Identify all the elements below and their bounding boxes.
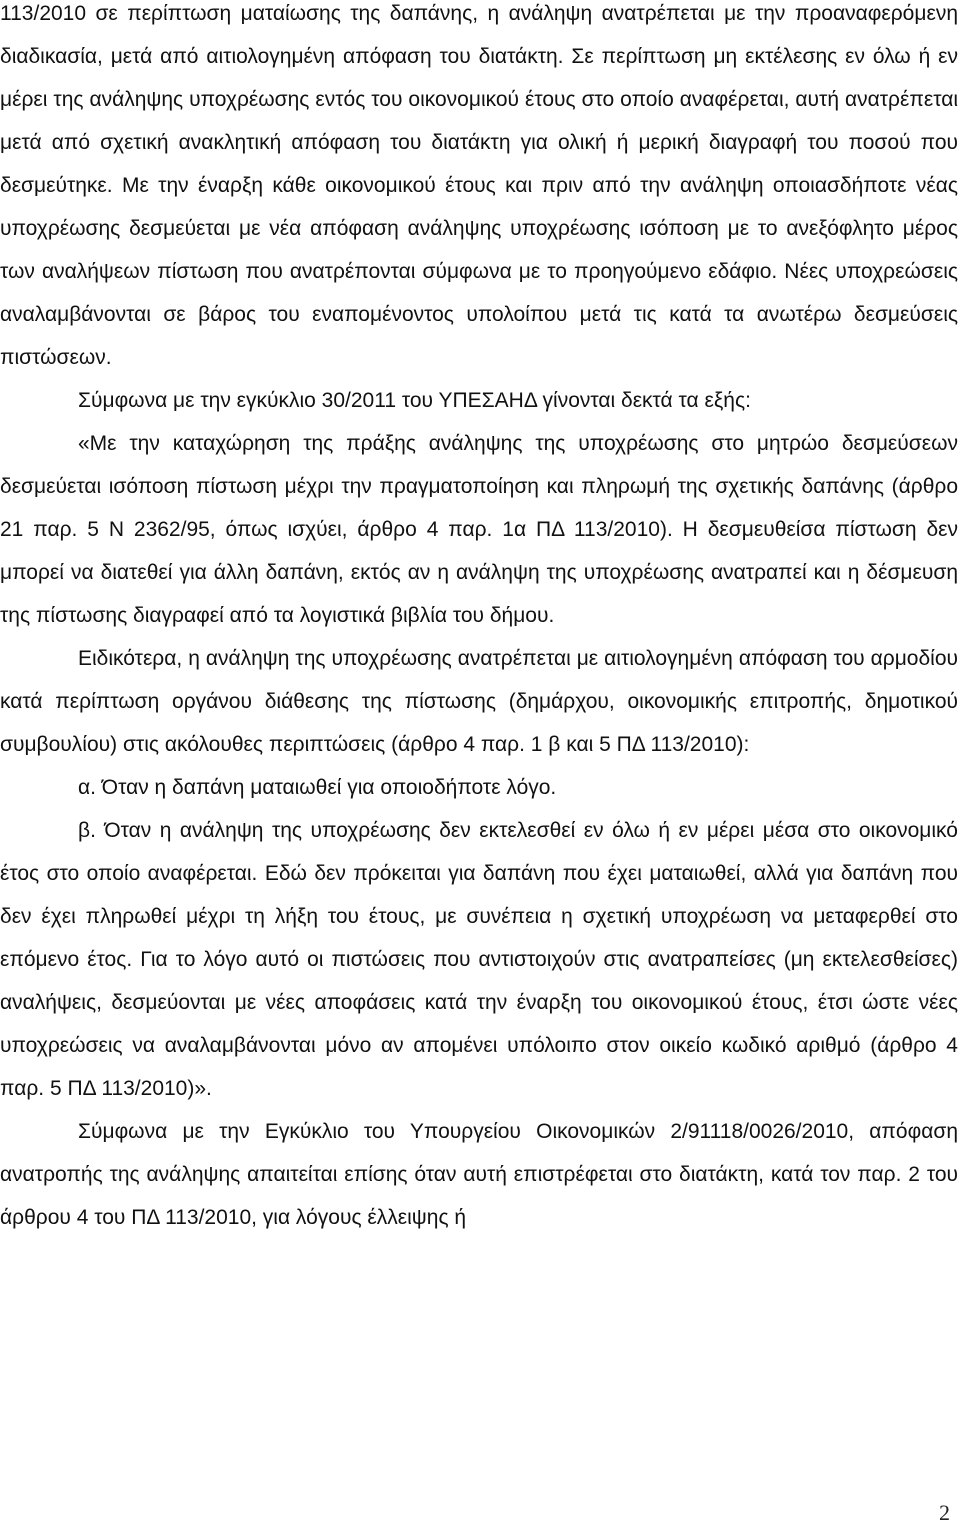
list-item-b: β. Όταν η ανάληψη της υποχρέωσης δεν εκτελεσθεί εν όλω ή εν μέρει μέσα στο οικονομικό έτος στο οποίο αναφέρεται. Εδώ δεν πρόκειται για δαπάνη που έχει ματαιωθεί, αλλά για δαπάνη που δεν έχει πληρωθεί μέχρι τη λήξη του έτους, με συνέπεια η σχετική υποχρέωση να μεταφερθεί στο επόμενο έτος. Για το λόγο αυτό οι πιστώσεις που αντιστοιχούν στις ανατραπείσες (μη εκτελεσθείσες) αναλήψεις, δεσμεύονται με νέες αποφάσεις κατά την έναρξη του οικονομικού έτους, έτσι ώστε νέες υποχρεώσεις να αναλαμβάνονται μόνο αν απομένει υπόλοιπο στον οικείο κωδικό αριθμό (άρθρο 4 παρ. 5 ΠΔ 113/2010)».: [0, 819, 958, 1100]
paragraph-quoted-registration: «Με την καταχώρηση της πράξης ανάληψης της υποχρέωσης στο μητρώο δεσμεύσεων δεσμεύεται ισόποση πίστωση μέχρι την πραγματοποίηση και πληρωμή της σχετικής δαπάνης (άρθρο 21 παρ. 5 Ν 2362/95, όπως ισχύει, άρθρο 4 παρ. 1α ΠΔ 113/2010). Η δεσμευθείσα πίστωση δεν μπορεί να διατεθεί για άλλη δαπάνη, εκτός αν η ανάληψη της υποχρέωσης ανατραπεί και η δέσμευση της πίστωσης διαγραφεί από τα λογιστικά βιβλία του δήμου.: [0, 432, 958, 627]
paragraph-specifically: Ειδικότερα, η ανάληψη της υποχρέωσης ανατρέπεται με αιτιολογημένη απόφαση του αρμοδίου κατά περίπτωση οργάνου διάθεσης της πίστωσης (δημάρχου, οικονομικής επιτροπής, δημοτικού συμβουλίου) στις ακόλουθες περιπτώσεις (άρθρο 4 παρ. 1 β και 5 ΠΔ 113/2010):: [0, 647, 958, 756]
list-item-a: α. Όταν η δαπάνη ματαιωθεί για οποιοδήποτε λόγο.: [78, 776, 557, 799]
page-number: 2: [939, 1500, 950, 1525]
paragraph-ministry-circular: Σύμφωνα με την Εγκύκλιο του Υπουργείου Οικονομικών 2/91118/0026/2010, απόφαση ανατροπής της ανάληψης απαιτείται επίσης όταν αυτή επιστρέφεται στο διατάκτη, κατά τον παρ. 2 του άρθρου 4 του ΠΔ 113/2010, για λόγους έλλειψης ή: [0, 1120, 958, 1229]
paragraph-circular-30-2011: Σύμφωνα με την εγκύκλιο 30/2011 του ΥΠΕΣΑΗΔ γίνονται δεκτά τα εξής:: [78, 389, 751, 412]
paragraph-continuation: 113/2010 σε περίπτωση ματαίωσης της δαπάνης, η ανάληψη ανατρέπεται με την προαναφερόμενη διαδικασία, μετά από αιτιολογημένη απόφαση του διατάκτη. Σε περίπτωση μη εκτέλεσης εν όλω ή εν μέρει της ανάληψης υποχρέωσης εντός του οικονομικού έτους στο οποίο αναφέρεται, αυτή ανατρέπεται μετά από σχετική ανακλητική απόφαση του διατάκτη για ολική ή μερική διαγραφή του ποσού που δεσμεύτηκε. Με την έναρξη κάθε οικονομικού έτους και πριν από την ανάληψη οποιασδήποτε νέας υποχρέωσης δεσμεύεται με νέα απόφαση ανάληψης υποχρέωσης ισόποση με το ανεξόφλητο μέρος των αναλήψεων πίστωση που ανατρέπονται σύμφωνα με το προηγούμενο εδάφιο. Νέες υποχρεώσεις αναλαμβάνονται σε βάρος του εναπομένοντος υπολοίπου μετά τις κατά τα ανωτέρω δεσμεύσεις πιστώσεων.: [0, 2, 958, 369]
